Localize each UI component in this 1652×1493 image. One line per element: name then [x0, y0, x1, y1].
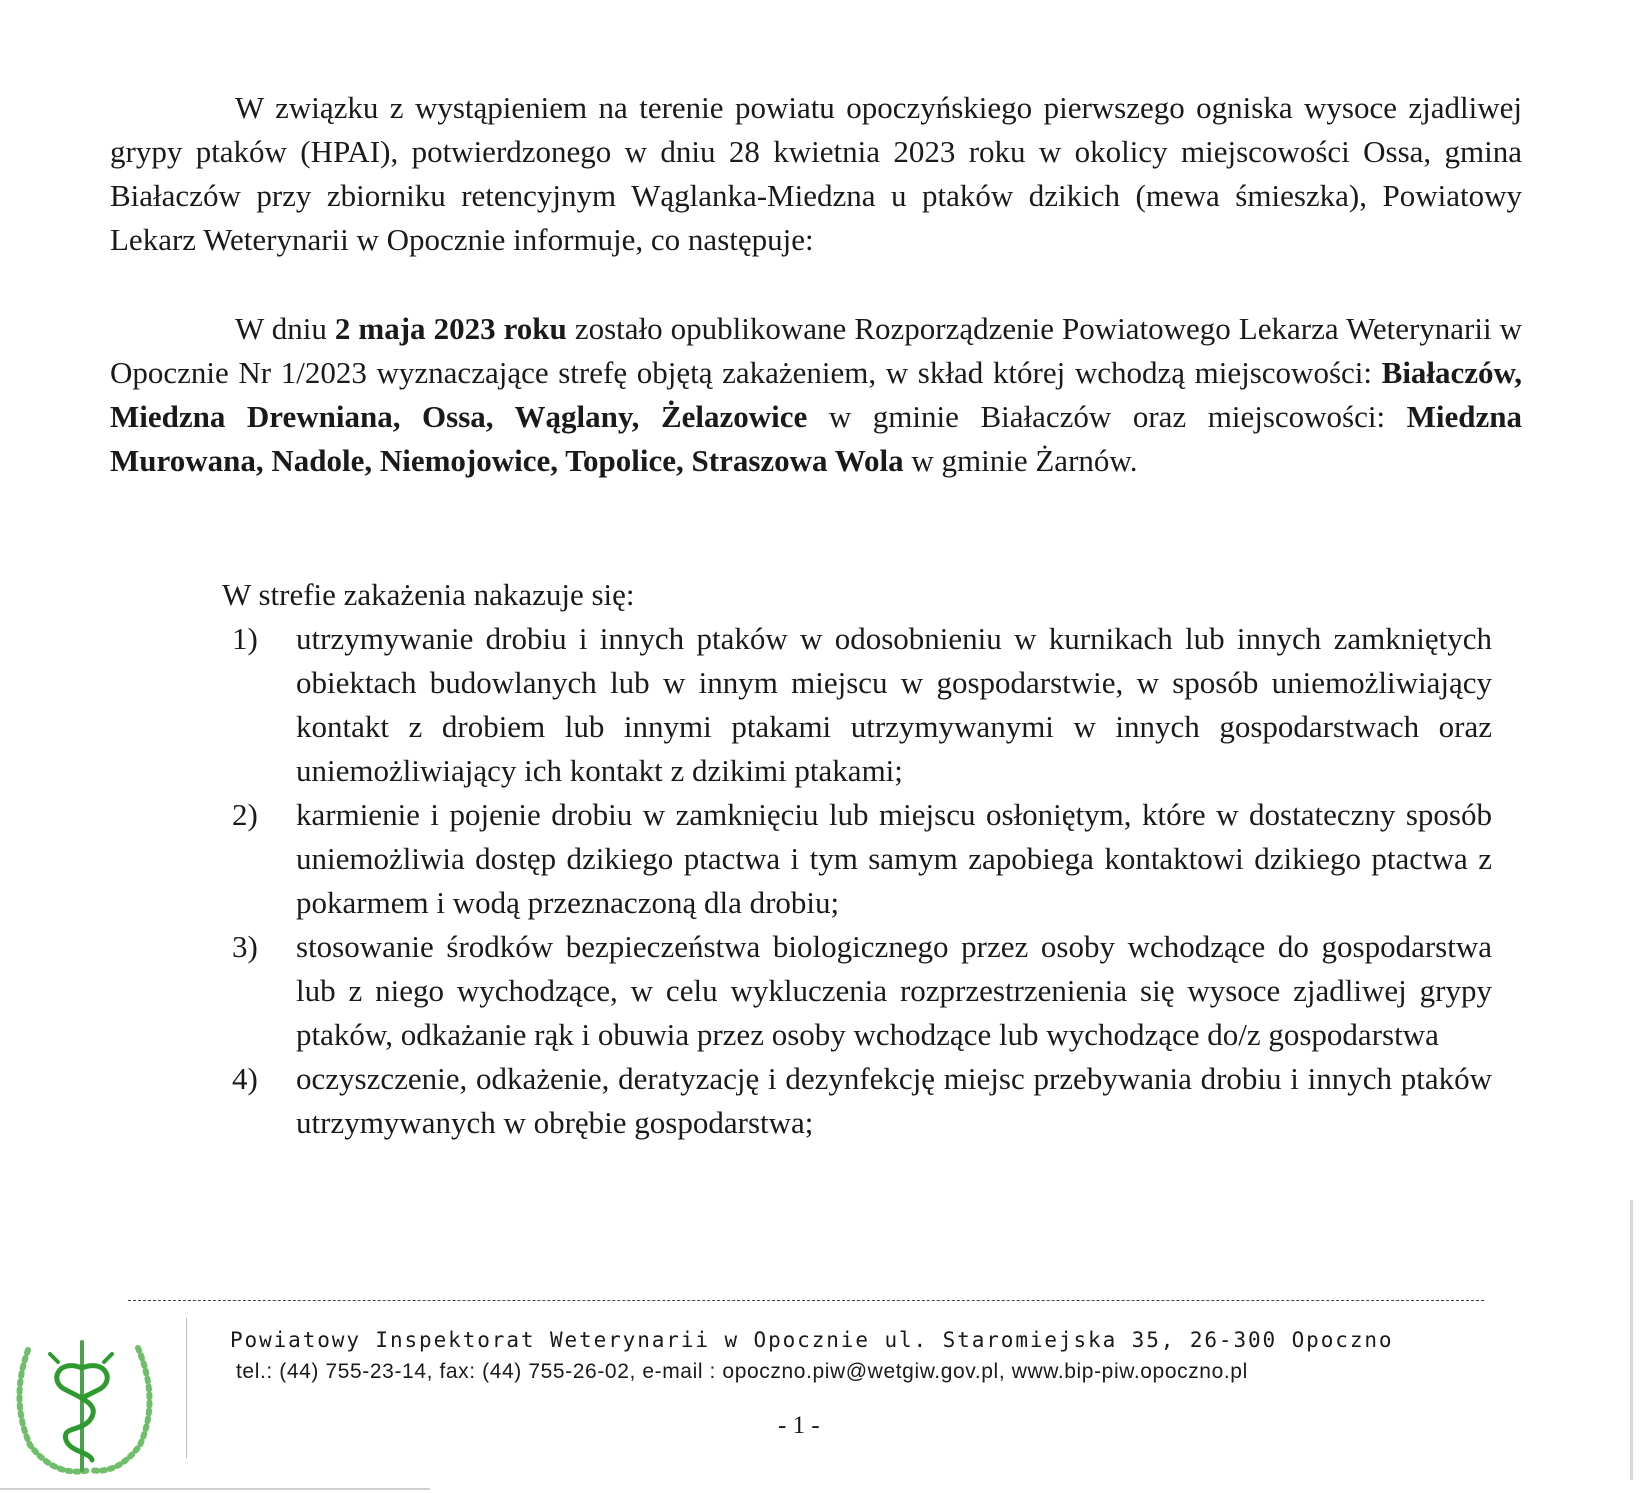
- localities-zarnow: Miedzna Murowana, Nadole, Niemojowice, Topolice, Straszowa Wola: [110, 399, 1522, 478]
- regulation-text-2: zostało opublikowane Rozporządzenie Powiatowego Lekarza Weterynarii w Opocznie Nr 1/2023 wyznaczające strefę objętą zakażeniem, w skład której wchodzą miejscowości:: [110, 311, 1523, 390]
- list-item-text: karmienie i pojenie drobiu w zamknięciu lub miejscu osłoniętym, które w dostateczny sposób uniemożliwia dostęp dzikiego ptactwa i tym samym zapobiega kontaktowi dzikiego ptactwa z pokarmem i wodą przeznaczoną dla drobiu;: [296, 797, 1492, 920]
- list-item: [232, 617, 1492, 793]
- scan-bottom-edge: [0, 1488, 430, 1490]
- list-item-number: 4): [232, 1061, 258, 1096]
- veterinary-caduceus-logo-icon: [0, 1320, 165, 1485]
- list-item-number: 1): [232, 621, 258, 656]
- intro-paragraph: [110, 86, 1522, 262]
- list-item: [232, 793, 1492, 925]
- list-item-text: utrzymywanie drobiu i innych ptaków w odosobnieniu w kurnikach lub innych zamkniętych obiektach budowlanych lub w innym miejscu w gospodarstwie, w sposób uniemożliwiający kontakt z drobiem lub innymi ptakami utrzymywanymi w innych gospodarstwach oraz uniemożliwiający ich kontakt z dzikimi ptakami;: [296, 621, 1492, 788]
- orders-list: [232, 617, 1492, 1145]
- scan-edge-shadow: [1630, 1200, 1633, 1480]
- regulation-text-4: w gminie Żarnów.: [903, 443, 1138, 478]
- regulation-date: 2 maja 2023 roku: [334, 311, 567, 346]
- list-item-text: stosowanie środków bezpieczeństwa biologicznego przez osoby wchodzące do gospodarstwa lub z niego wychodzące, w celu wykluczenia rozprzestrzenienia się wysoce zjadliwej grypy ptaków, odkażanie rąk i obuwia przez osoby wchodzące lub wychodzące do/z gospodarstwa: [296, 929, 1492, 1052]
- intro-paragraph-text: W związku z wystąpieniem na terenie powiatu opoczyńskiego pierwszego ogniska wysoce zjadliwej grypy ptaków (HPAI), potwierdzonego w dniu 28 kwietnia 2023 roku w okolicy miejscowości Ossa, gmina Białaczów przy zbiorniku retencyjnym Wąglanka-Miedzna u ptaków dzikich (mewa śmieszka), Powiatowy Lekarz Weterynarii w Opocznie informuje, co następuje:: [110, 90, 1522, 257]
- regulation-paragraph: [110, 307, 1522, 483]
- regulation-text-3: w gminie Białaczów oraz miejscowości:: [807, 399, 1407, 434]
- list-item: [232, 1057, 1492, 1145]
- footer-address: Powiatowy Inspektorat Weterynarii w Opocznie ul. Staromiejska 35, 26-300 Opoczno: [230, 1328, 1394, 1352]
- list-item-text: oczyszczenie, odkażenie, deratyzację i dezynfekcję miejsc przebywania drobiu i innych ptaków utrzymywanych w obrębie gospodarstwa;: [296, 1061, 1492, 1140]
- list-item-number: 2): [232, 797, 258, 832]
- footer-divider: [128, 1300, 1484, 1301]
- page-number: - 1 -: [778, 1412, 820, 1439]
- footer-vertical-divider: [186, 1318, 187, 1458]
- list-item: [232, 925, 1492, 1057]
- list-item-number: 3): [232, 929, 258, 964]
- footer-contact: tel.: (44) 755-23-14, fax: (44) 755-26-02, e-mail : opoczno.piw@wetgiw.gov.pl, www.bip-piw.opoczno.pl: [236, 1360, 1248, 1383]
- regulation-text-1: W dniu: [235, 311, 335, 346]
- orders-intro: W strefie zakażenia nakazuje się:: [222, 577, 635, 612]
- localities-bialaczow: Białaczów, Miedzna Drewniana, Ossa, Wąglany, Żelazowice: [110, 355, 1522, 434]
